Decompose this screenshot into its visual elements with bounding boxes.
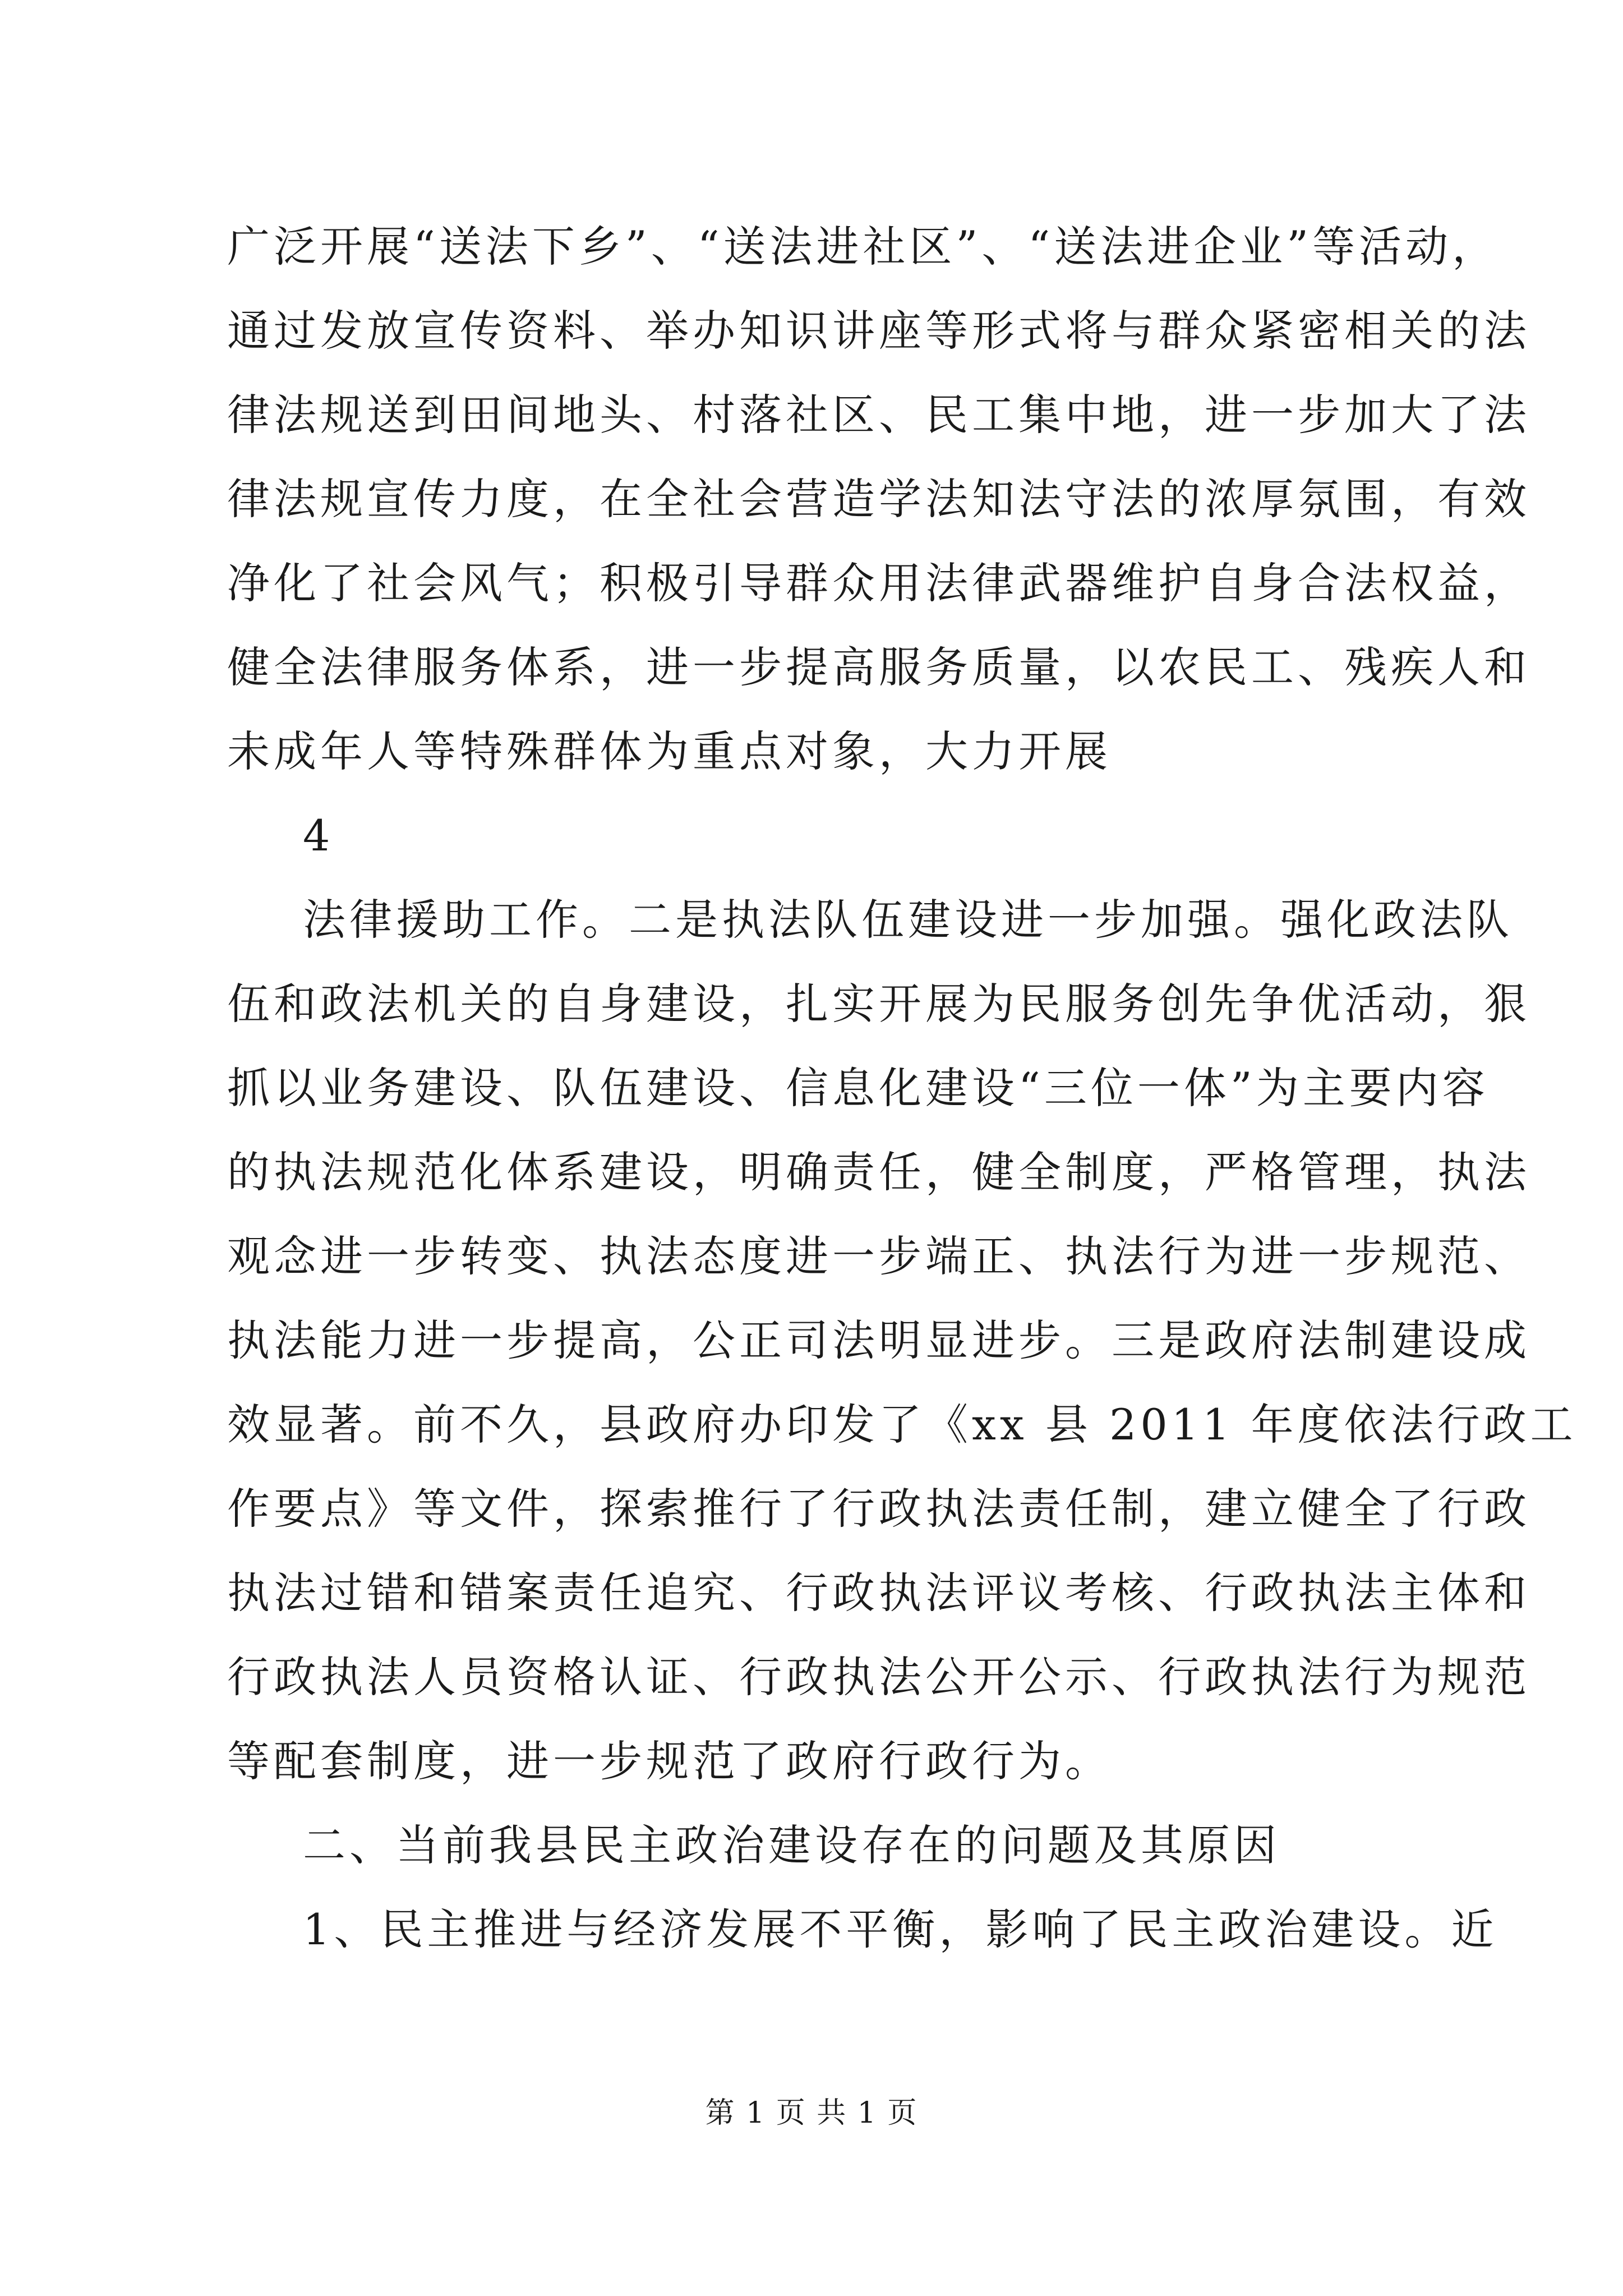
section-heading: 二、当前我县民主政治建设存在的问题及其原因: [303, 1820, 1280, 1870]
text-line: 通过发放宣传资料、举办知识讲座等形式将与群众紧密相关的法: [227, 306, 1530, 356]
text-line: 等配套制度，进一步规范了政府行政行为。: [227, 1736, 1112, 1786]
text-line: 抓以业务建设、队伍建设、信息化建设“三位一体”为主要内容: [227, 1063, 1489, 1113]
text-line: 的执法规范化体系建设，明确责任，健全制度，严格管理，执法: [227, 1147, 1530, 1197]
text-line: 效显著。前不久，县政府办印发了《xx 县 2011 年度依法行政工: [227, 1400, 1577, 1450]
text-line: 1、民主推进与经济发展不平衡，影响了民主政治建设。近: [303, 1904, 1498, 1954]
text-line: 行政执法人员资格认证、行政执法公开公示、行政执法行为规范: [227, 1652, 1530, 1702]
page-number-marker: 4: [303, 811, 334, 861]
text-line: 健全法律服务体系，进一步提高服务质量，以农民工、残疾人和: [227, 642, 1530, 692]
text-line: 作要点》等文件，探索推行了行政执法责任制，建立健全了行政: [227, 1484, 1530, 1534]
text-line: 伍和政法机关的自身建设，扎实开展为民服务创先争优活动，狠: [227, 979, 1530, 1029]
text-line: 执法过错和错案责任追究、行政执法评议考核、行政执法主体和: [227, 1568, 1530, 1618]
text-line: 未成年人等特殊群体为重点对象，大力开展: [227, 726, 1112, 776]
text-line: 律法规送到田间地头、村落社区、民工集中地，进一步加大了法: [227, 390, 1530, 440]
text-line: 法律援助工作。二是执法队伍建设进一步加强。强化政法队: [303, 895, 1513, 945]
text-line: 观念进一步转变、执法态度进一步端正、执法行为进一步规范、: [227, 1231, 1530, 1281]
text-line: 广泛开展“送法下乡”、“送法进社区”、“送法进企业”等活动，: [227, 222, 1499, 272]
text-line: 净化了社会风气；积极引导群众用法律武器维护自身合法权益，: [227, 558, 1530, 608]
text-line: 律法规宣传力度，在全社会营造学法知法守法的浓厚氛围，有效: [227, 474, 1530, 524]
page-footer: 第 1 页 共 1 页: [705, 2096, 918, 2130]
text-line: 执法能力进一步提高，公正司法明显进步。三是政府法制建设成: [227, 1315, 1530, 1365]
